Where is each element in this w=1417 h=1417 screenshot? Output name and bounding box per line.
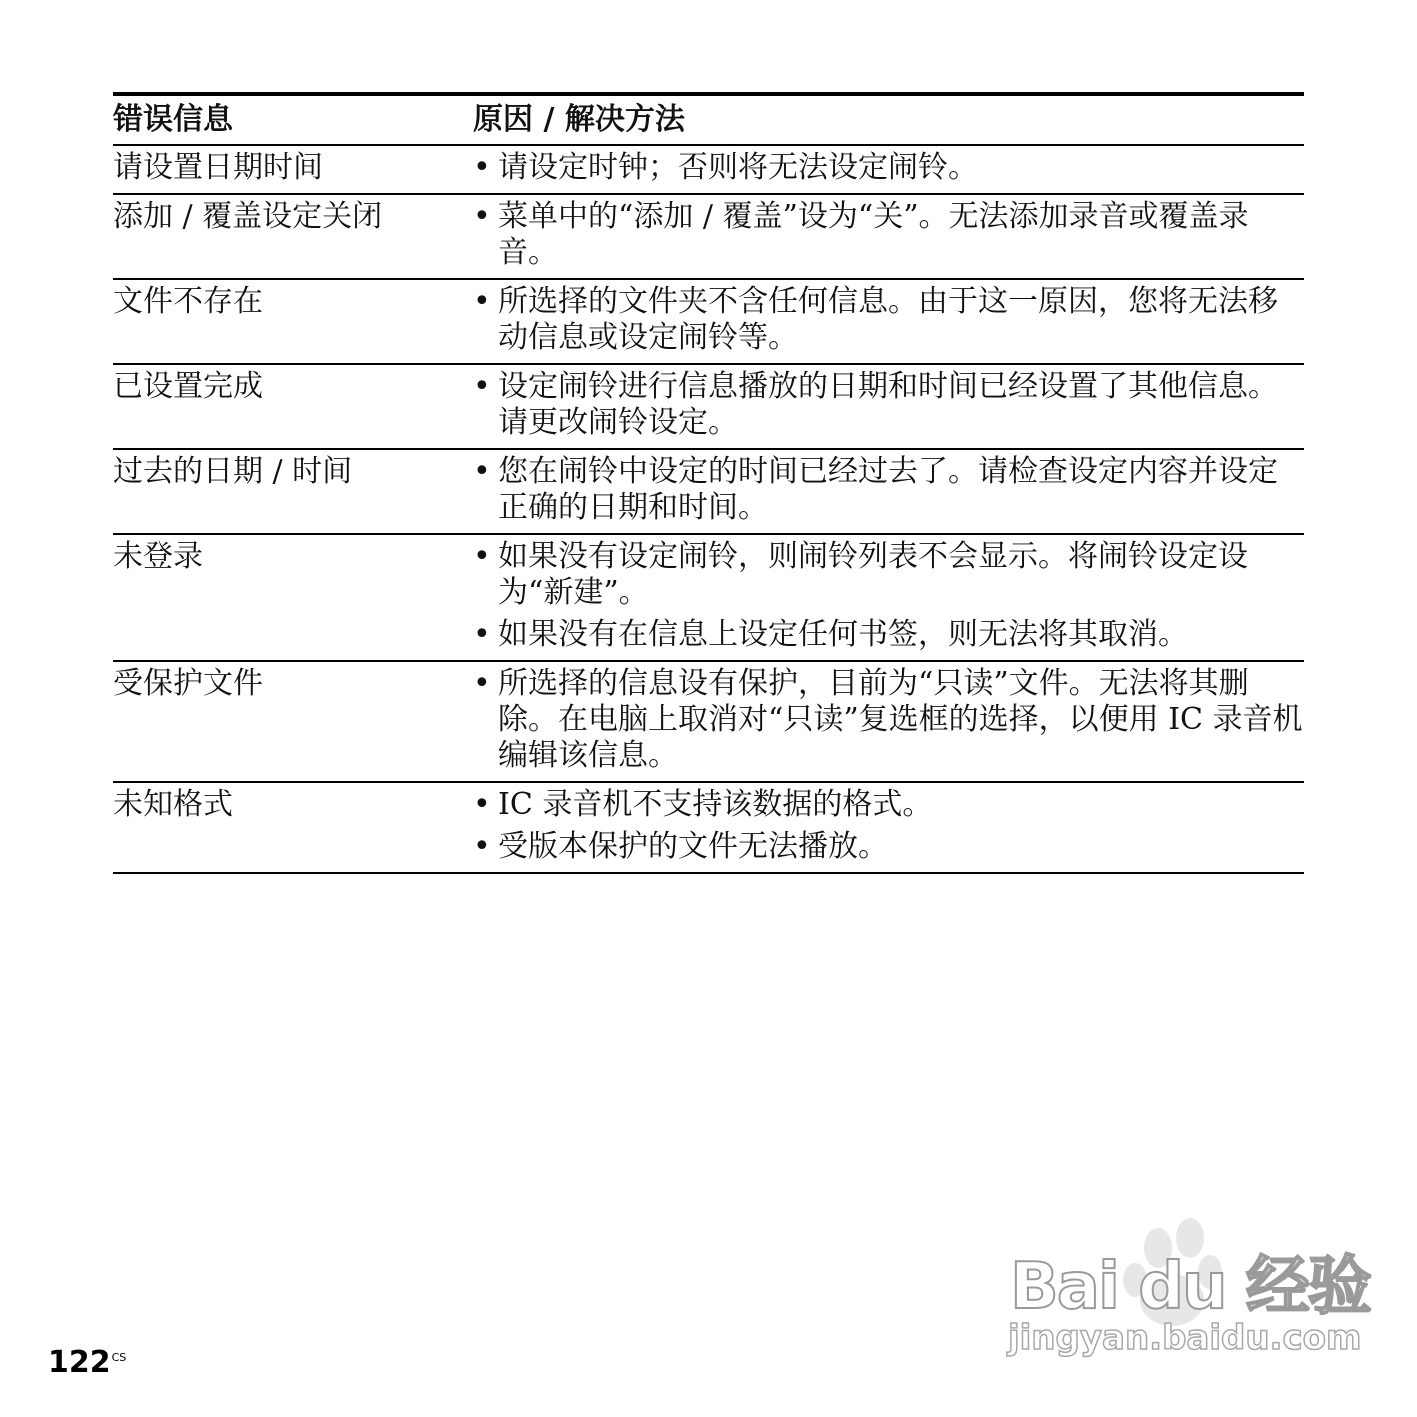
table-row (113, 782, 1304, 873)
table-row (113, 279, 1304, 364)
page-language-suffix: CS (111, 1351, 127, 1364)
page-number (48, 1345, 126, 1380)
cause-list (473, 150, 1304, 186)
cause-item: • 如果没有在信息上设定任何书签，则无法将其取消。 (473, 617, 1304, 653)
table-row (113, 449, 1304, 534)
error-message-cell: 未知格式 (113, 787, 233, 822)
cause-cell (473, 534, 1304, 661)
cause-list (473, 666, 1304, 774)
cause-item: • 如果没有设定闹铃，则闹铃列表不会显示。将闹铃设定设为“新建”。 (473, 539, 1304, 611)
cause-cell (473, 279, 1304, 364)
error-message-cell: 添加 / 覆盖设定关闭 (113, 199, 383, 234)
watermark-url: jingyan.baidu.com (1008, 1318, 1362, 1358)
cause-item: • 受版本保护的文件无法播放。 (473, 829, 1304, 865)
cause-cell (473, 449, 1304, 534)
table-row (113, 661, 1304, 782)
table-row (113, 534, 1304, 661)
cause-item: • 请设定时钟；否则将无法设定闹铃。 (473, 150, 1304, 186)
cause-item: • 菜单中的“添加 / 覆盖”设为“关”。无法添加录音或覆盖录音。 (473, 199, 1304, 271)
watermark-brand: Bai du 经验 (1010, 1250, 1370, 1324)
error-message-table (113, 92, 1304, 874)
error-message-cell: 请设置日期时间 (113, 150, 323, 185)
cause-list (473, 454, 1304, 526)
cause-list (473, 539, 1304, 653)
cause-item: • 您在闹铃中设定的时间已经过去了。请检查设定内容并设定正确的日期和时间。 (473, 454, 1304, 526)
error-message-cell: 已设置完成 (113, 369, 263, 404)
error-message-cell: 文件不存在 (113, 284, 263, 319)
cause-cell (473, 661, 1304, 782)
cause-list (473, 284, 1304, 356)
table-row (113, 194, 1304, 279)
cause-cell (473, 364, 1304, 449)
cause-list (473, 369, 1304, 441)
error-message-cell: 过去的日期 / 时间 (113, 454, 353, 489)
cause-item: • 所选择的信息设有保护，目前为“只读”文件。无法将其删除。在电脑上取消对“只读”复选框的选择，以便用 IC 录音机编辑该信息。 (473, 666, 1304, 774)
error-message-cell: 受保护文件 (113, 666, 263, 701)
header-cause-solution: 原因 / 解决方法 (473, 102, 685, 137)
cause-list (473, 787, 1304, 865)
table-row (113, 364, 1304, 449)
cause-cell (473, 782, 1304, 873)
cause-cell (473, 194, 1304, 279)
table-header-row (113, 94, 1304, 145)
cause-item: • 设定闹铃进行信息播放的日期和时间已经设置了其他信息。请更改闹铃设定。 (473, 369, 1304, 441)
cause-item: • IC 录音机不支持该数据的格式。 (473, 787, 1304, 823)
error-message-cell: 未登录 (113, 539, 203, 574)
table-row (113, 145, 1304, 194)
page-number-value: 122 (48, 1345, 111, 1380)
cause-item: • 所选择的文件夹不含任何信息。由于这一原因，您将无法移动信息或设定闹铃等。 (473, 284, 1304, 356)
cause-list (473, 199, 1304, 271)
header-error-message: 错误信息 (113, 102, 233, 137)
cause-cell (473, 145, 1304, 194)
